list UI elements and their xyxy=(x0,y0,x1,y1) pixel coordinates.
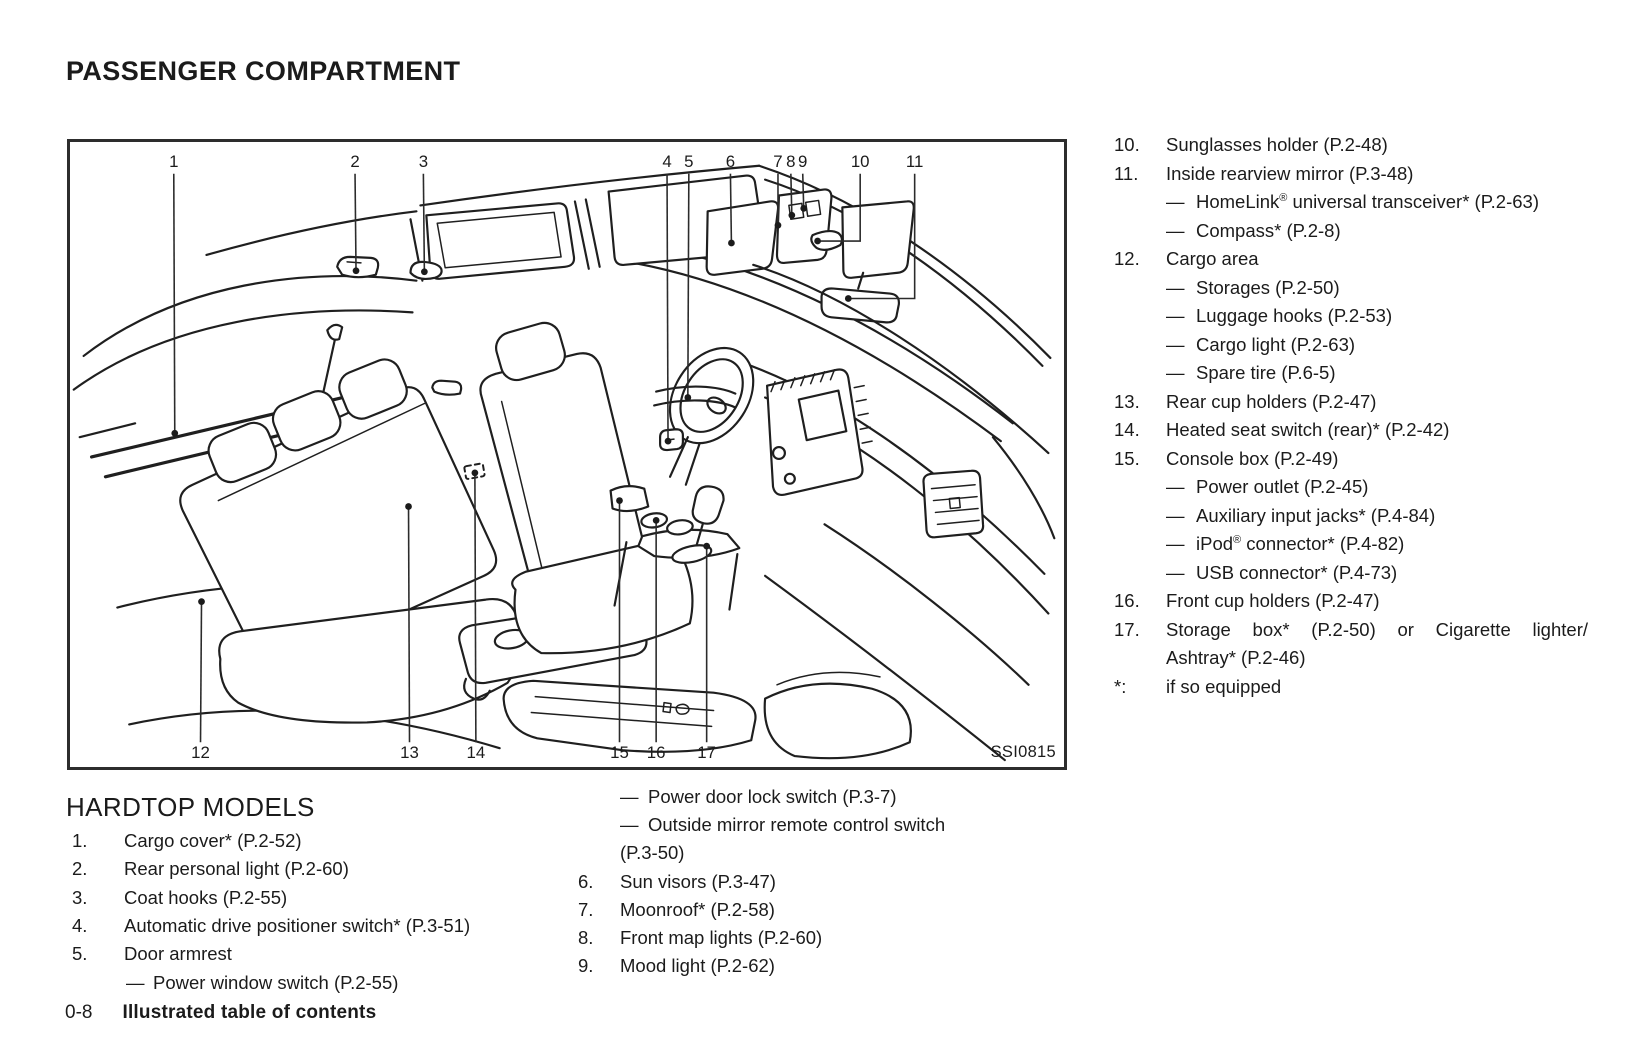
item-text: Front cup holders (P.2-47) xyxy=(1166,590,1380,612)
list-item xyxy=(1114,359,1588,388)
list-item xyxy=(1114,445,1588,474)
item-number: 12. xyxy=(1114,248,1140,270)
dash: — xyxy=(620,814,639,836)
leader-dot-3 xyxy=(421,268,428,275)
callout-number-11: 11 xyxy=(905,151,924,171)
item-number: 16. xyxy=(1114,590,1140,612)
list-item xyxy=(1114,302,1588,331)
item-text: Storage box* (P.2-50) or Cigarette lighter/ xyxy=(1166,618,1588,640)
item-text: HomeLink® universal transceiver* (P.2-63) xyxy=(1196,191,1539,213)
leader-line-4 xyxy=(667,174,668,441)
item-text: Auxiliary input jacks* (P.4-84) xyxy=(1196,504,1436,526)
item-number: 17. xyxy=(1114,618,1140,640)
leader-dot-16 xyxy=(653,517,660,524)
item-text: Rear personal light (P.2-60) xyxy=(124,858,349,880)
leader-dot-5 xyxy=(684,394,691,401)
dash: — xyxy=(620,786,639,808)
leader-line-1 xyxy=(174,174,175,434)
callout-number-16: 16 xyxy=(646,743,666,763)
callout-number-1: 1 xyxy=(169,151,179,171)
list-item xyxy=(1114,245,1588,274)
list-item xyxy=(578,896,1028,924)
leader-dot-6 xyxy=(728,240,735,247)
item-number: 3. xyxy=(72,886,88,908)
leader-line-2 xyxy=(355,174,356,271)
item-text: Ashtray* (P.2-46) xyxy=(1166,647,1306,669)
list-item xyxy=(578,868,1028,896)
list-item xyxy=(578,839,1028,867)
dash: — xyxy=(1166,533,1185,555)
leader-dot-17 xyxy=(703,543,710,550)
list-item xyxy=(72,940,562,968)
leader-line-13 xyxy=(409,507,410,743)
hardtop-models-list xyxy=(72,827,562,997)
leader-line-8 xyxy=(791,174,792,216)
item-text: (P.3-50) xyxy=(620,842,685,864)
item-number: 8. xyxy=(578,927,594,949)
page-title: PASSENGER COMPARTMENT xyxy=(66,56,461,86)
leader-line-14 xyxy=(475,473,476,742)
item-number: 14. xyxy=(1114,419,1140,441)
dash: — xyxy=(1166,504,1185,526)
callout-number-4: 4 xyxy=(662,151,672,171)
leader-dot-12 xyxy=(198,598,205,605)
callout-number-3: 3 xyxy=(418,151,429,171)
callout-number-12: 12 xyxy=(191,743,210,763)
item-number: 9. xyxy=(578,955,594,977)
item-text: Cargo light (P.2-63) xyxy=(1196,333,1356,355)
item-text: Outside mirror remote control switch xyxy=(648,814,946,836)
figure-code: SSI0815 xyxy=(990,743,1056,761)
item-text: USB connector* (P.4-73) xyxy=(1196,561,1398,583)
callout-number-13: 13 xyxy=(400,743,419,763)
leader-dot-13 xyxy=(405,503,412,510)
list-item xyxy=(72,855,562,883)
list-item xyxy=(1114,160,1588,189)
item-text: Spare tire (P.6-5) xyxy=(1196,362,1336,384)
list-item xyxy=(578,811,1028,839)
list-item xyxy=(1114,473,1588,502)
item-number: 5. xyxy=(72,943,88,965)
items-10-17-list xyxy=(1114,131,1588,701)
item-text: Power window switch (P.2-55) xyxy=(153,971,399,993)
leader-line-9 xyxy=(803,174,804,209)
callout-number-8: 8 xyxy=(786,151,796,171)
leader-dot-15 xyxy=(616,497,623,504)
item-text: if so equipped xyxy=(1166,675,1282,697)
list-item xyxy=(578,783,1028,811)
item-text: Cargo area xyxy=(1166,248,1259,270)
item-text: Console box (P.2-49) xyxy=(1166,447,1339,469)
item-text: Inside rearview mirror (P.3-48) xyxy=(1166,162,1414,184)
item-number: 15. xyxy=(1114,447,1140,469)
list-item xyxy=(72,968,562,996)
item-text: iPod® connector* (P.4-82) xyxy=(1196,533,1405,555)
dash: — xyxy=(1166,333,1185,355)
item-number: *: xyxy=(1114,675,1127,697)
dash: — xyxy=(1166,305,1185,327)
list-item xyxy=(1114,416,1588,445)
item-text: Power door lock switch (P.3-7) xyxy=(648,786,897,808)
list-item xyxy=(1114,616,1588,645)
callout-number-9: 9 xyxy=(798,151,808,171)
leader-line-3 xyxy=(423,174,424,272)
leader-dot-8 xyxy=(788,212,795,219)
callout-number-7: 7 xyxy=(773,151,783,171)
leader-dot-1 xyxy=(171,430,178,437)
section-heading: HARDTOP MODELS xyxy=(66,792,315,822)
item-text: Door armrest xyxy=(124,943,232,965)
callout-number-17: 17 xyxy=(697,743,717,763)
item-text: Moonroof* (P.2-58) xyxy=(620,898,775,920)
item-text: Power outlet (P.2-45) xyxy=(1196,476,1369,498)
item-text: Cargo cover* (P.2-52) xyxy=(124,830,302,852)
callout-number-6: 6 xyxy=(725,151,736,171)
list-item xyxy=(1114,388,1588,417)
leader-dot-14 xyxy=(472,469,479,476)
list-item xyxy=(1114,131,1588,160)
leader-line-5 xyxy=(688,174,689,398)
callout-number-15: 15 xyxy=(610,743,629,763)
item-text: Storages (P.2-50) xyxy=(1196,276,1340,298)
list-item xyxy=(1114,530,1588,559)
item-number: 6. xyxy=(578,870,594,892)
list-item xyxy=(1114,644,1588,673)
dash: — xyxy=(126,971,145,993)
leader-dot-9 xyxy=(800,205,807,212)
dash: — xyxy=(1166,362,1185,384)
item-text: Mood light (P.2-62) xyxy=(620,955,775,977)
list-item xyxy=(1114,217,1588,246)
list-item xyxy=(72,827,562,855)
leader-line-12 xyxy=(201,602,202,743)
leader-dot-7 xyxy=(775,222,782,229)
dash: — xyxy=(1166,191,1185,213)
list-item xyxy=(1114,502,1588,531)
page-footer xyxy=(65,1002,376,1024)
footer-section-title: Illustrated table of contents xyxy=(122,1002,377,1023)
item-number: 4. xyxy=(72,915,88,937)
item-text: Luggage hooks (P.2-53) xyxy=(1196,305,1393,327)
list-item xyxy=(578,924,1028,952)
car-interior-drawing xyxy=(74,166,1055,763)
leader-dot-10 xyxy=(814,238,821,245)
item-number: 11. xyxy=(1114,162,1139,184)
callout-number-2: 2 xyxy=(350,151,360,171)
callout-number-14: 14 xyxy=(466,743,486,763)
list-item xyxy=(1114,331,1588,360)
dash: — xyxy=(1166,219,1185,241)
list-item xyxy=(72,912,562,940)
dash: — xyxy=(1166,476,1185,498)
page-number: 0-8 xyxy=(65,1002,93,1023)
item-number: 1. xyxy=(72,830,88,852)
leader-dot-4 xyxy=(665,438,672,445)
item-number: 13. xyxy=(1114,390,1140,412)
item-text: Sunglasses holder (P.2-48) xyxy=(1166,134,1388,156)
list-item xyxy=(72,884,562,912)
item-text: Front map lights (P.2-60) xyxy=(620,927,823,949)
item-text: Automatic drive positioner switch* (P.3-51) xyxy=(124,915,471,937)
figure-frame xyxy=(67,139,1067,770)
item-number: 7. xyxy=(578,898,594,920)
callout-number-5: 5 xyxy=(684,151,694,171)
item-text: Rear cup holders (P.2-47) xyxy=(1166,390,1377,412)
item-text: Sun visors (P.3-47) xyxy=(620,870,776,892)
list-item xyxy=(1114,559,1588,588)
item-text: Heated seat switch (rear)* (P.2-42) xyxy=(1166,419,1450,441)
list-item xyxy=(1114,673,1588,702)
callout-number-10: 10 xyxy=(850,151,870,171)
list-item xyxy=(578,952,1028,980)
item-number: 2. xyxy=(72,858,88,880)
list-item xyxy=(1114,587,1588,616)
item-text: Compass* (P.2-8) xyxy=(1196,219,1341,241)
items-6-9-list xyxy=(578,783,1028,980)
dash: — xyxy=(1166,276,1185,298)
item-text: Coat hooks (P.2-55) xyxy=(124,886,288,908)
list-item xyxy=(1114,188,1588,217)
item-number: 10. xyxy=(1114,134,1140,156)
leader-dot-2 xyxy=(353,267,360,274)
car-interior-illustration xyxy=(70,142,1064,767)
list-item xyxy=(1114,274,1588,303)
leader-line-6 xyxy=(730,174,731,243)
leader-dot-11 xyxy=(845,295,852,302)
dash: — xyxy=(1166,561,1185,583)
